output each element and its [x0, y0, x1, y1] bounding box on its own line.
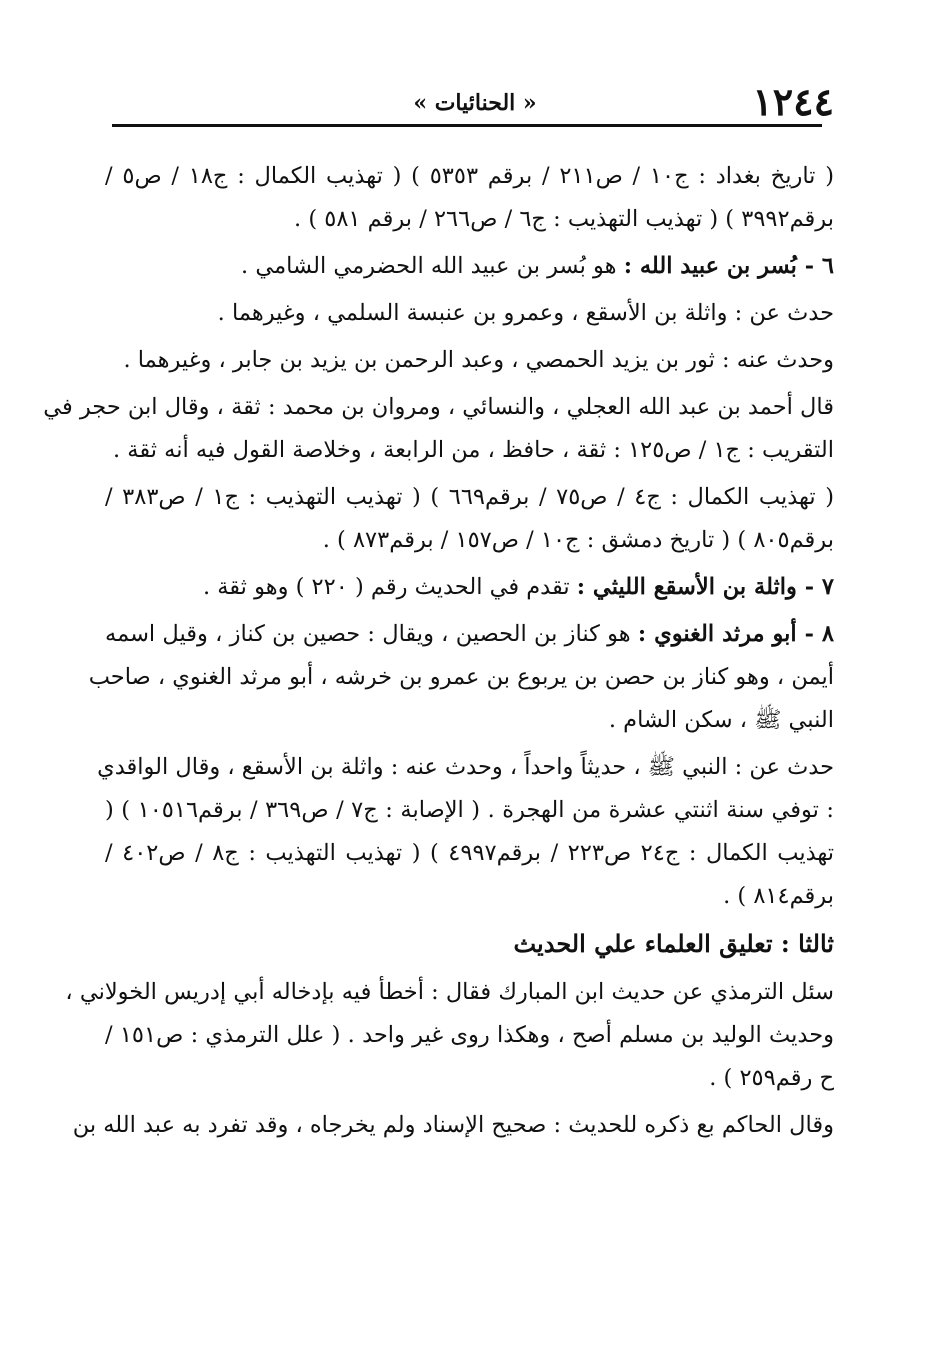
text-line: برقم٣٩٩٢ ) ( تهذيب التهذيب : ج٦ / ص٢٦٦ / برقم ٥٨١ ) .: [294, 206, 834, 232]
text-line: [105, 613, 834, 656]
narrator-name: ٧ - واثلة بن الأسقع الليثي :: [576, 574, 834, 600]
page-number: ١٢٤٤: [752, 79, 834, 124]
text-line: ح رقم٢٥٩ ) .: [709, 1065, 834, 1091]
paragraph-narrator-8: [88, 613, 834, 742]
text-line: ( تهذيب الكمال : ج٤ / ص٧٥ / برقم٦٦٩ ) ( تهذيب التهذيب : ج١ / ص٣٨٣ /: [105, 484, 835, 510]
text-line: التقريب : ج١ / ص١٢٥ : ثقة ، حافظ ، من الرابعة ، وخلاصة القول فيه أنه ثقة .: [112, 437, 834, 463]
paragraph-narrator-6: [105, 245, 834, 288]
text-line: برقم٨٠٥ ) ( تاريخ دمشق : ج١٠ / ص١٥٧ / برقم٨٧٣ ) .: [322, 527, 834, 553]
text-line: برقم٨١٤ ) .: [723, 883, 834, 909]
text-line: [105, 566, 834, 609]
text-line: : توفي سنة اثنتي عشرة من الهجرة . ( الإصابة : ج٧ / ص٣٦٩ / برقم١٠٥١٦ ) (: [105, 797, 834, 823]
paragraph-grading: [43, 386, 834, 472]
text-line: سئل الترمذي عن حديث ابن المبارك فقال : أخطأ فيه بإدخاله أبي إدريس الخولاني ،: [65, 979, 834, 1005]
text-line: أيمن ، وهو كناز بن حصن بن يربوع بن عمرو بن خرشه ، أبو مرثد الغنوي ، صاحب: [88, 664, 834, 690]
paragraph-references-2: [105, 476, 834, 562]
text-line: قال أحمد بن عبد الله العجلي ، والنسائي ، ومروان بن محمد : ثقة ، وقال ابن حجر في: [43, 394, 834, 420]
paragraph-hakim: [72, 1104, 834, 1147]
narrator-description: هو كناز بن الحصين ، ويقال : حصين بن كناز ، وقيل اسمه: [105, 621, 638, 647]
text-line: تهذيب الكمال : ج٢٤ ص٢٢٣ / برقم٤٩٩٧ ) ( تهذيب التهذيب : ج٨ / ص٤٠٢ /: [105, 840, 835, 866]
text-line: [105, 245, 834, 288]
paragraph-narrator-7: [105, 566, 834, 609]
page-body: [43, 155, 835, 1147]
paragraph-references-1: [105, 155, 834, 241]
narrator-description: تقدم في الحديث رقم ( ٢٢٠ ) وهو ثقة .: [202, 574, 577, 600]
narrator-name: ٦ - بُسر بن عبيد الله :: [623, 253, 834, 279]
header-rule: [112, 124, 822, 127]
text-line: وقال الحاكم بع ذكره للحديث : صحيح الإسناد ولم يخرجاه ، وقد تفرد به عبد الله بن: [72, 1112, 834, 1138]
narrator-name: ٨ - أبو مرثد الغنوي :: [637, 621, 834, 647]
paragraph-narrated-from: [105, 292, 834, 335]
text-line: وحديث الوليد بن مسلم أصح ، وهكذا روى غير واحد . ( علل الترمذي : ص١٥١ /: [105, 1022, 834, 1048]
narrator-description: هو بُسر بن عبيد الله الحضرمي الشامي .: [241, 253, 624, 279]
section-heading: ثالثا : تعليق العلماء علي الحديث: [513, 929, 834, 958]
text-line: ( تاريخ بغداد : ج١٠ / ص٢١١ / برقم ٥٣٥٣ ) ( تهذيب الكمال : ج١٨ / ص٥ /: [105, 163, 834, 189]
running-title: « الحنائيات »: [413, 90, 537, 116]
text-line: وحدث عنه : ثور بن يزيد الحمصي ، وعبد الرحمن بن يزيد بن جابر ، وغيرهما .: [123, 347, 834, 373]
text-line: حدث عن : النبي ﷺ ، حديثاً واحداً ، وحدث عنه : واثلة بن الأسقع ، وقال الواقدي: [97, 754, 834, 780]
text-line: حدث عن : واثلة بن الأسقع ، وعمرو بن عنبسة السلمي ، وغيرهما .: [217, 300, 834, 326]
paragraph-narrated-by: [105, 339, 834, 382]
text-line: النبي ﷺ ، سكن الشام .: [608, 707, 834, 733]
paragraph-tirmidhi: [65, 971, 834, 1100]
paragraph-narrator-8-details: [97, 746, 835, 918]
